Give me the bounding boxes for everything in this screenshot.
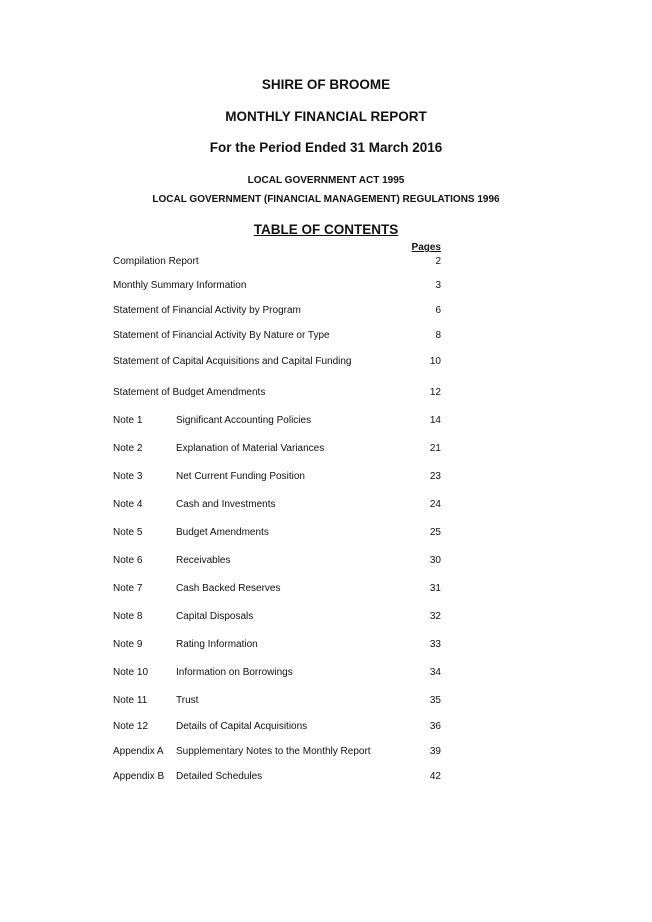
- toc-note-row: [0, 770, 652, 784]
- toc-note-title: Net Current Funding Position: [176, 471, 305, 482]
- report-title: MONTHLY FINANCIAL REPORT: [225, 109, 427, 124]
- toc-title: TABLE OF CONTENTS: [253, 222, 399, 237]
- toc-note-title: Trust: [176, 695, 199, 706]
- toc-note-label: Note 6: [113, 555, 143, 566]
- toc-page-number: 12: [429, 387, 441, 398]
- toc-page-number: 32: [429, 611, 441, 622]
- toc-page-number: 6: [435, 305, 441, 316]
- toc-note-row: [0, 526, 652, 540]
- toc-section-title: Statement of Budget Amendments: [113, 387, 266, 398]
- toc-note-title: Cash Backed Reserves: [176, 583, 281, 594]
- toc-note-row: [0, 554, 652, 568]
- toc-note-title: Capital Disposals: [176, 611, 254, 622]
- toc-page-number: 39: [429, 746, 441, 757]
- toc-section-row: [0, 329, 652, 343]
- toc-page-number: 31: [429, 583, 441, 594]
- toc-section-title: Monthly Summary Information: [113, 280, 247, 291]
- toc-page-number: 42: [429, 771, 441, 782]
- toc-note-label: Note 11: [113, 695, 148, 706]
- toc-note-title: Rating Information: [176, 639, 258, 650]
- toc-page-number: 2: [435, 256, 441, 267]
- toc-section-row: [0, 255, 652, 269]
- toc-note-title: Explanation of Material Variances: [176, 443, 325, 454]
- toc-note-row: [0, 638, 652, 652]
- toc-page-number: 10: [429, 356, 441, 367]
- toc-note-title: Detailed Schedules: [176, 771, 263, 782]
- toc-note-row: [0, 414, 652, 428]
- toc-page-number: 33: [429, 639, 441, 650]
- toc-section-row: [0, 355, 652, 369]
- toc-note-row: [0, 745, 652, 759]
- toc-section-row: [0, 304, 652, 318]
- toc-note-label: Note 7: [113, 583, 143, 594]
- toc-note-title: Supplementary Notes to the Monthly Report: [176, 746, 371, 757]
- toc-note-label: Note 12: [113, 721, 149, 732]
- toc-note-label: Note 8: [113, 611, 143, 622]
- toc-page-number: 14: [429, 415, 441, 426]
- toc-note-label: Note 5: [113, 527, 143, 538]
- toc-page-number: 3: [435, 280, 441, 291]
- toc-section-title: Statement of Financial Activity by Program: [113, 305, 301, 316]
- toc-page-number: 34: [429, 667, 441, 678]
- toc-section-title: Statement of Financial Activity By Nature or Type: [113, 330, 330, 341]
- toc-note-title: Information on Borrowings: [176, 667, 293, 678]
- toc-note-title: Budget Amendments: [176, 527, 269, 538]
- toc-note-row: [0, 610, 652, 624]
- regulations-title: LOCAL GOVERNMENT (FINANCIAL MANAGEMENT) REGULATIONS 1996: [152, 194, 500, 205]
- toc-note-row: [0, 442, 652, 456]
- toc-note-row: [0, 582, 652, 596]
- toc-page-number: 24: [429, 499, 441, 510]
- toc-note-row: [0, 470, 652, 484]
- toc-note-title: Details of Capital Acquisitions: [176, 721, 308, 732]
- toc-page-number: 35: [429, 695, 441, 706]
- toc-section-title: Compilation Report: [113, 256, 199, 267]
- toc-page-number: 8: [435, 330, 441, 341]
- toc-page-number: 23: [429, 471, 441, 482]
- toc-note-row: [0, 498, 652, 512]
- toc-note-row: [0, 694, 652, 708]
- toc-page-number: 30: [429, 555, 441, 566]
- org-name: SHIRE OF BROOME: [261, 77, 391, 92]
- toc-note-label: Appendix A: [113, 746, 164, 757]
- toc-page-number: 21: [429, 443, 441, 454]
- toc-section-row: [0, 386, 652, 400]
- toc-note-title: Significant Accounting Policies: [176, 415, 312, 426]
- toc-note-label: Note 2: [113, 443, 143, 454]
- report-period: For the Period Ended 31 March 2016: [209, 140, 443, 155]
- toc-page-number: 25: [429, 527, 441, 538]
- toc-note-row: [0, 666, 652, 680]
- toc-section-row: [0, 279, 652, 293]
- toc-note-row: [0, 720, 652, 734]
- toc-section-title: Statement of Capital Acquisitions and Capital Funding: [113, 356, 352, 367]
- toc-note-title: Receivables: [176, 555, 231, 566]
- toc-note-label: Note 9: [113, 639, 143, 650]
- act-title: LOCAL GOVERNMENT ACT 1995: [247, 175, 405, 186]
- pages-heading: Pages: [411, 242, 441, 253]
- toc-note-label: Note 3: [113, 471, 143, 482]
- toc-note-label: Appendix B: [113, 771, 165, 782]
- toc-note-label: Note 1: [113, 415, 143, 426]
- toc-note-label: Note 4: [113, 499, 143, 510]
- toc-page-number: 36: [429, 721, 441, 732]
- toc-note-title: Cash and Investments: [176, 499, 276, 510]
- toc-note-label: Note 10: [113, 667, 149, 678]
